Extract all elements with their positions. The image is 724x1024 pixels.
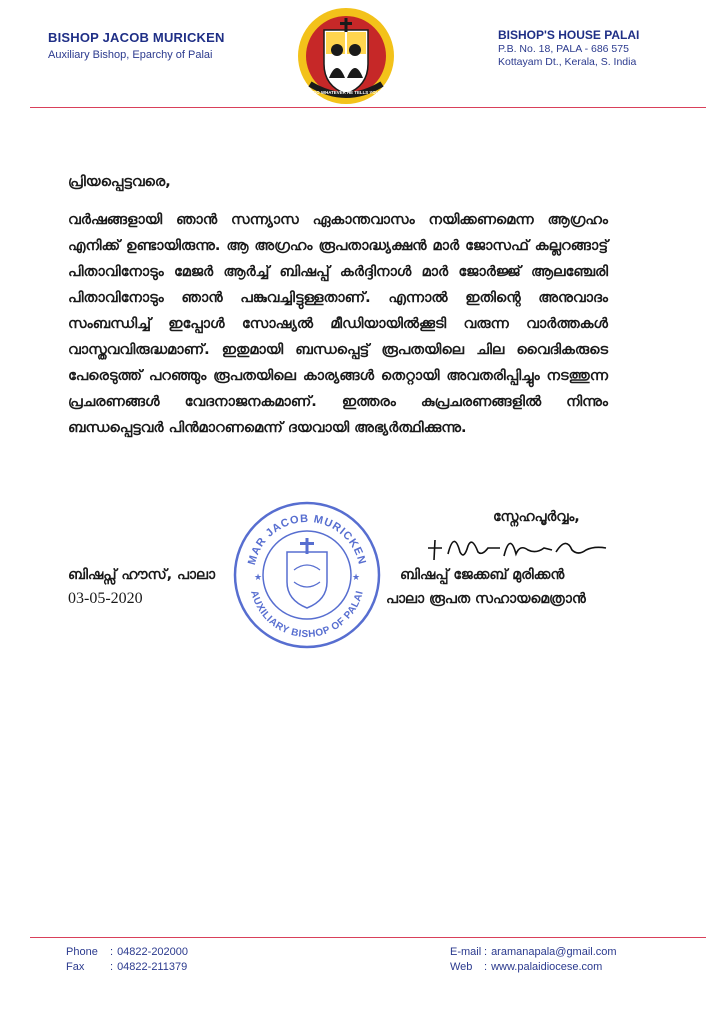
letter-date: 03-05-2020 — [68, 590, 143, 607]
header-divider — [30, 107, 706, 108]
phone-label: Phone — [66, 946, 98, 958]
house-name: BISHOP'S HOUSE PALAI — [498, 28, 640, 42]
fax-label: Fax — [66, 961, 85, 973]
house-address-1: P.B. No. 18, PALA - 686 575 — [498, 43, 629, 55]
phone-number[interactable]: 04822-202000 — [117, 946, 189, 958]
closing: സ്നേഹപൂർവ്വം, — [493, 509, 580, 525]
seal-star-left-icon: ★ — [254, 573, 263, 583]
fax-number: 04822-211379 — [117, 961, 188, 973]
footer-divider — [30, 937, 706, 938]
email-label: E-mail — [450, 946, 482, 958]
footer-contacts: Phone : 04822-202000 Fax : 04822-211379 — [66, 946, 189, 973]
web-link[interactable]: www.palaidiocese.com — [491, 961, 603, 973]
official-seal — [232, 500, 382, 650]
web-label: Web — [450, 961, 473, 973]
body-paragraph: വർഷങ്ങളായി ഞാൻ സന്ന്യാസ ഏകാന്തവാസം നയിക്കണമെന്ന ആഗ്രഹം എനിക്ക് ഉണ്ടായിരുന്നു. ആ അഗ്രഹം രൂപതാദ്ധ്യക്ഷൻ മാർ ജോസഫ് കല്ലറങ്ങാട്ട് പിതാവിനോടും മേജർ ആർച്ച് ബിഷപ്പ് കർദ്ദിനാൾ മാർ ജോർജ്ജ് ആലഞ്ചേരി പിതാവിനോടും ഞാൻ പങ്കുവച്ചിട്ടുള്ളതാണ്. എന്നാൽ ഇതിന്റെ അനുവാദം സംബന്ധിച്ച് ഇപ്പോൾ സോഷ്യൽ മീഡിയായിൽക്കൂടി വരുന്ന വാർത്തകൾ വാസ്തവവിരുദ്ധമാണ്. ഇതുമായി ബന്ധപ്പെട്ട് രൂപതയിലെ ചില വൈദികരുടെ പേരെടുത്ത് പറഞ്ഞും രൂപതയിലെ കാര്യങ്ങൾ തെറ്റായി അവതരിപ്പിച്ചും നടത്തുന്ന പ്രചരണങ്ങൾ വേദനാജനകമാണ്. ഇത്തരം കുപ്രചരണങ്ങളിൽ നിന്നും ബന്ധപ്പെട്ടവർ പിൻമാറണമെന്ന് ദയവായി അഭ്യർത്ഥിക്കുന്നു. — [68, 212, 608, 436]
logo-motto: DO WHATEVER HE TELLS YOU — [313, 90, 379, 95]
seal-top-text: MAR JACOB MURICKEN — [245, 512, 369, 567]
footer-online: E-mail : aramanapala@gmail.com Web : www.palaidiocese.com — [450, 946, 617, 973]
seal-bottom-text: AUXILIARY BISHOP OF PALAI — [248, 589, 366, 641]
signatory-name: ബിഷപ്പ് ജേക്കബ് മുരിക്കൻ — [400, 567, 565, 583]
letterhead-right — [498, 28, 639, 68]
greeting: പ്രിയപ്പെട്ടവരെ, — [68, 174, 171, 190]
bishop-title: Auxiliary Bishop, Eparchy of Palai — [48, 49, 213, 61]
house-address-2: Kottayam Dt., Kerala, S. India — [498, 56, 637, 68]
seal-star-right-icon: ★ — [352, 573, 361, 583]
letter-body — [68, 174, 608, 441]
svg-text:AUXILIARY BISHOP OF PALAI — [248, 589, 366, 640]
email-link[interactable]: aramanapala@gmail.com — [491, 946, 617, 958]
bishop-name: BISHOP JACOB MURICKEN — [48, 30, 225, 45]
signatory-title: പാലാ രൂപത സഹായമെത്രാൻ — [386, 591, 586, 607]
signature-icon — [420, 526, 610, 566]
coat-of-arms-icon — [296, 6, 396, 106]
letterhead-left — [48, 30, 225, 61]
sender-place: ബിഷപ്സ് ഹൗസ്, പാലാ — [68, 567, 216, 583]
